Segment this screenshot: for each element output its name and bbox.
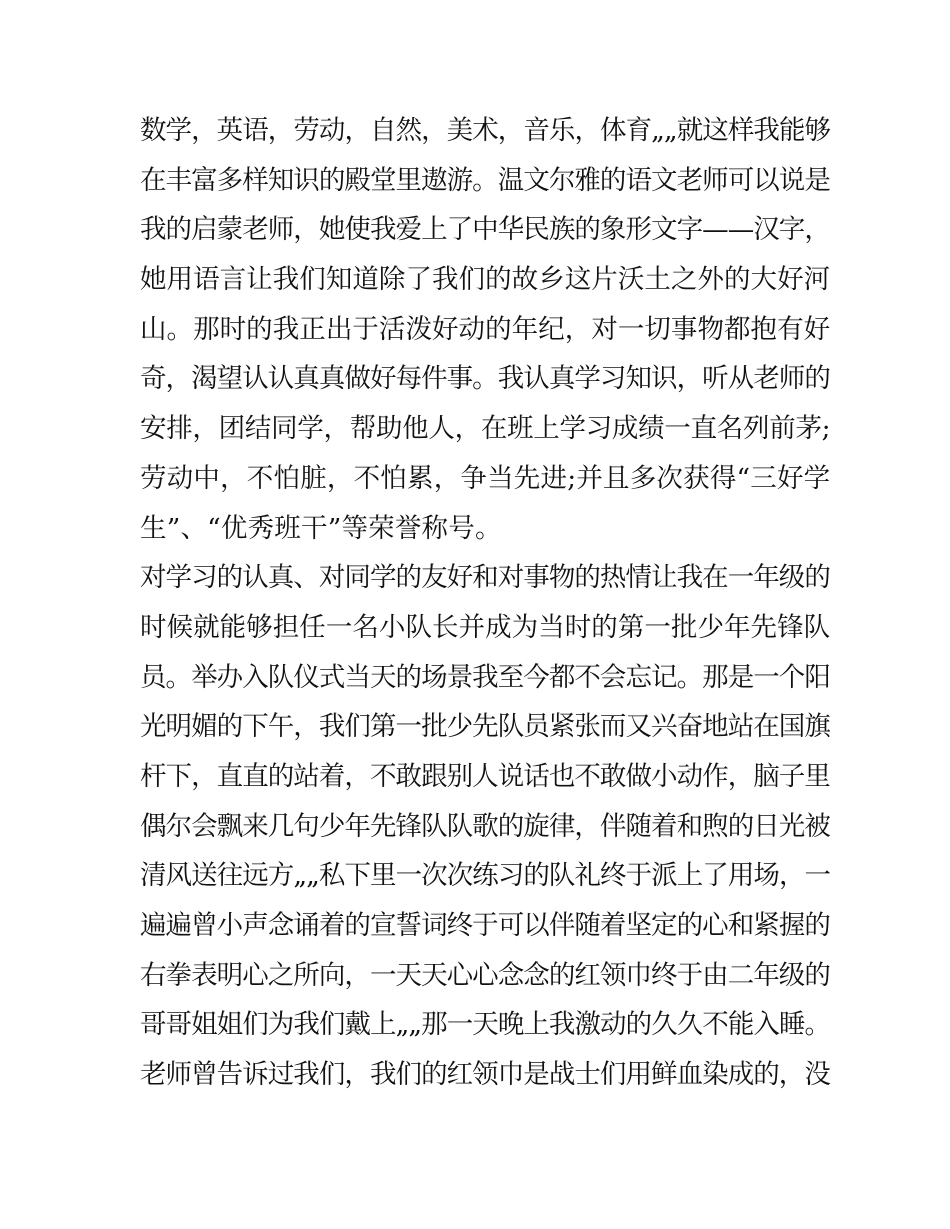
text-line: 对学习的认真、对同学的友好和对事物的热情让我在一年级的 [140,562,830,594]
text-line: 右拳表明心之所向，一天天心心念念的红领巾终于由二年级的 [140,959,830,991]
text-line: 安排，团结同学，帮助他人，在班上学习成绩一直名列前茅; [140,413,831,445]
text-line: 她用语言让我们知道除了我们的故乡这片沃土之外的大好河 [140,264,831,296]
text-line: 遍遍曾小声念诵着的宣誓词终于可以伴随着坚定的心和紧握的 [140,910,830,941]
text-line: 劳动中，不怕脏，不怕累，争当先进;并且多次获得“三好学 [140,462,831,494]
text-line: 山。那时的我正出于活泼好动的年纪，对一切事物都抱有好 [140,313,831,345]
text-line: 在丰富多样知识的殿堂里遨游。温文尔雅的语文老师可以说是 [140,164,830,196]
text-line: 哥哥姐姐们为我们戴上„„那一天晚上我激动的久久不能入睡。 [140,1009,831,1041]
document-body [140,106,830,1100]
text-line: 光明媚的下午，我们第一批少先队员紧张而又兴奋地站在国旗 [140,711,830,743]
text-line: 杆下，直直的站着，不敢跟别人说话也不敢做小动作，脑子里 [140,760,830,792]
text-line: 清风送往远方„„私下里一次次练习的队礼终于派上了用场，一 [140,860,831,892]
text-line: 偶尔会飘来几句少年先锋队队歌的旋律，伴随着和煦的日光被 [140,810,830,842]
text-line: 数学，英语，劳动，自然，美术，音乐，体育„„就这样我能够 [140,115,831,146]
text-line: 时候就能够担任一名小队长并成为当时的第一批少年先锋队 [140,611,831,643]
text-line: 生”、“优秀班干”等荣誉称号。 [140,512,502,544]
text-line: 老师曾告诉过我们，我们的红领巾是战士们用鲜血染成的，没 [140,1059,830,1091]
text-line: 员。举办入队仪式当天的场景我至今都不会忘记。那是一个阳 [140,661,830,693]
text-line: 奇，渴望认认真真做好每件事。我认真学习知识，听从老师的 [140,363,830,395]
text-line: 我的启蒙老师，她使我爱上了中华民族的象形文字——汉字， [140,214,830,246]
